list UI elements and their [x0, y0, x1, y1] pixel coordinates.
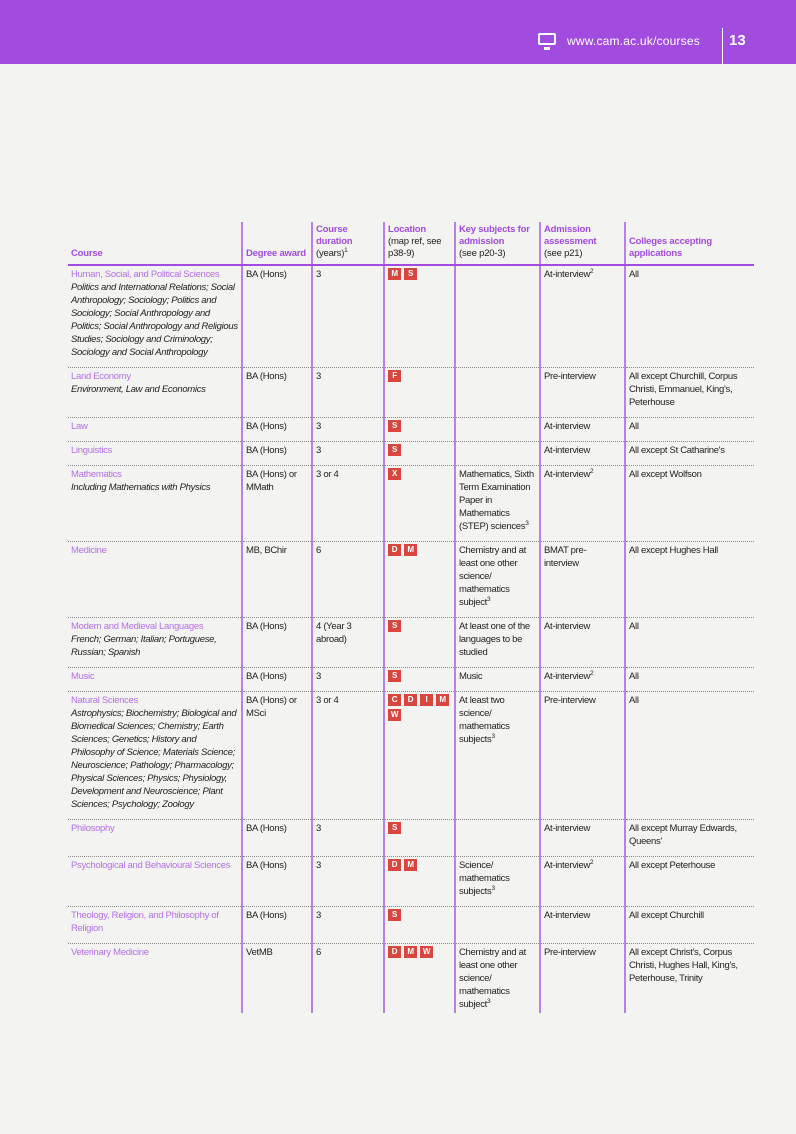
location-cell [384, 542, 455, 618]
colleges-cell: All [625, 692, 754, 820]
location-badge: W [388, 709, 401, 721]
duration-cell: 3 [312, 418, 384, 442]
column-header-location: Location (map ref, see p38-9) [384, 222, 455, 265]
location-badge: C [388, 694, 401, 706]
degree-cell: BA (Hons) or MMath [242, 466, 312, 542]
course-name: Mathematics [71, 469, 122, 480]
colleges-cell: All [625, 418, 754, 442]
courses-table-container [68, 222, 754, 1013]
course-name: Medicine [71, 545, 107, 556]
degree-cell: BA (Hons) or MSci [242, 692, 312, 820]
column-header-course: Course [68, 222, 242, 265]
colleges-cell: All except Churchill, Corpus Christi, Emmanuel, King's, Peterhouse [625, 368, 754, 418]
key-subjects-cell [455, 907, 540, 944]
location-badge: S [388, 670, 401, 682]
table-row [68, 618, 754, 668]
degree-cell: BA (Hons) [242, 442, 312, 466]
table-row [68, 692, 754, 820]
table-row [68, 668, 754, 692]
location-badge: S [388, 620, 401, 632]
location-badge: S [388, 822, 401, 834]
table-row [68, 418, 754, 442]
duration-cell: 3 [312, 907, 384, 944]
location-cell [384, 368, 455, 418]
location-cell [384, 907, 455, 944]
table-row [68, 368, 754, 418]
location-badge: X [388, 468, 401, 480]
course-name: Linguistics [71, 445, 113, 456]
duration-cell: 3 [312, 857, 384, 907]
website-link[interactable]: www.cam.ac.uk/courses [567, 34, 700, 48]
assessment-cell: At-interview$^2$ [540, 668, 625, 692]
location-badge: M [404, 544, 417, 556]
course-cell [68, 442, 242, 466]
colleges-cell: All except Peterhouse [625, 857, 754, 907]
course-cell [68, 668, 242, 692]
colleges-cell: All except Churchill [625, 907, 754, 944]
key-subjects-cell: Science/ mathematics subjects$^3$ [455, 857, 540, 907]
course-subjects-list: Environment, Law and Economics [71, 384, 206, 395]
location-cell [384, 944, 455, 1014]
course-cell [68, 466, 242, 542]
assessment-cell: Pre-interview [540, 692, 625, 820]
table-row [68, 542, 754, 618]
table-row [68, 442, 754, 466]
location-cell [384, 692, 455, 820]
location-badge: M [404, 859, 417, 871]
location-cell [384, 466, 455, 542]
assessment-cell: Pre-interview [540, 368, 625, 418]
course-cell [68, 418, 242, 442]
degree-cell: BA (Hons) [242, 857, 312, 907]
page-number: 13 [729, 32, 746, 49]
course-name: Land Economy [71, 371, 131, 382]
colleges-cell: All [625, 668, 754, 692]
location-badge: M [436, 694, 449, 706]
course-cell [68, 692, 242, 820]
key-subjects-cell [455, 368, 540, 418]
course-cell [68, 618, 242, 668]
course-name: Modern and Medieval Languages [71, 621, 204, 632]
degree-cell: BA (Hons) [242, 907, 312, 944]
duration-cell: 3 [312, 820, 384, 857]
column-header-key-subjects: Key subjects for admission (see p20-3) [455, 222, 540, 265]
colleges-cell: All except St Catharine's [625, 442, 754, 466]
assessment-cell: Pre-interview [540, 944, 625, 1014]
header-divider [722, 28, 723, 64]
duration-cell: 6 [312, 944, 384, 1014]
assessment-cell: At-interview [540, 820, 625, 857]
key-subjects-cell [455, 265, 540, 368]
location-badge: D [388, 859, 401, 871]
duration-cell: 4 (Year 3 abroad) [312, 618, 384, 668]
location-cell [384, 442, 455, 466]
duration-cell: 3 [312, 265, 384, 368]
key-subjects-cell [455, 820, 540, 857]
header-bar [0, 0, 796, 64]
location-badge: D [388, 946, 401, 958]
key-subjects-cell: Chemistry and at least one other science/ mathematics subject$^3$ [455, 944, 540, 1014]
duration-cell: 3 or 4 [312, 466, 384, 542]
course-cell [68, 907, 242, 944]
location-badge: D [404, 694, 417, 706]
course-cell [68, 820, 242, 857]
degree-cell: MB, BChir [242, 542, 312, 618]
colleges-cell: All [625, 618, 754, 668]
location-badge: M [404, 946, 417, 958]
course-name: Philosophy [71, 823, 115, 834]
colleges-cell: All except Christ's, Corpus Christi, Hughes Hall, King's, Peterhouse, Trinity [625, 944, 754, 1014]
column-header-colleges: Colleges accepting applications [625, 222, 754, 265]
location-badge: D [388, 544, 401, 556]
table-row [68, 907, 754, 944]
key-subjects-cell: At least one of the languages to be studied [455, 618, 540, 668]
table-row [68, 466, 754, 542]
location-cell [384, 418, 455, 442]
location-badge: W [420, 946, 433, 958]
degree-cell: BA (Hons) [242, 368, 312, 418]
location-cell [384, 820, 455, 857]
assessment-cell: At-interview$^2$ [540, 466, 625, 542]
course-subjects-list: Politics and International Relations; Social Anthropology; Sociology; Politics and Sociology; Social Anthropology and Politics; Social Anthropology and Religious Studies; Sociology and Criminology; Sociology and Social Anthropology [71, 282, 238, 358]
location-badge: M [388, 268, 401, 280]
column-header-assessment: Admission assessment (see p21) [540, 222, 625, 265]
key-subjects-cell [455, 442, 540, 466]
table-row [68, 944, 754, 1014]
course-subjects-list: French; German; Italian; Portuguese, Russian; Spanish [71, 634, 217, 658]
course-name: Veterinary Medicine [71, 947, 149, 958]
assessment-cell: At-interview$^2$ [540, 857, 625, 907]
degree-cell: BA (Hons) [242, 618, 312, 668]
table-row [68, 265, 754, 368]
location-cell [384, 618, 455, 668]
location-badge: F [388, 370, 401, 382]
course-subjects-list: Astrophysics; Biochemistry; Biological and Biomedical Sciences; Chemistry; Earth Sciences; Genetics; History and Philosophy of Science; Materials Science; Neuroscience; Pathology; Pharmacology; Physical Sciences; Physics; Physiology, Development and Neuroscience; Plant Sciences; Psychology; Zoology [71, 708, 237, 810]
course-cell [68, 265, 242, 368]
colleges-cell: All [625, 265, 754, 368]
table-row [68, 857, 754, 907]
courses-table [68, 222, 754, 1013]
assessment-cell: At-interview [540, 442, 625, 466]
course-name: Human, Social, and Political Sciences [71, 269, 220, 280]
degree-cell: BA (Hons) [242, 418, 312, 442]
colleges-cell: All except Wolfson [625, 466, 754, 542]
key-subjects-cell: Music [455, 668, 540, 692]
duration-cell: 3 [312, 442, 384, 466]
key-subjects-cell: At least two science/ mathematics subjects$^3$ [455, 692, 540, 820]
monitor-icon [538, 33, 556, 45]
assessment-cell: BMAT pre-interview [540, 542, 625, 618]
duration-cell: 3 or 4 [312, 692, 384, 820]
location-badge: S [388, 444, 401, 456]
course-cell [68, 542, 242, 618]
assessment-cell: At-interview$^2$ [540, 265, 625, 368]
course-name: Theology, Religion, and Philosophy of Religion [71, 910, 219, 934]
location-cell [384, 668, 455, 692]
course-subjects-list: Including Mathematics with Physics [71, 482, 211, 493]
course-name: Natural Sciences [71, 695, 139, 706]
course-cell [68, 944, 242, 1014]
location-badge: S [388, 420, 401, 432]
assessment-cell: At-interview [540, 418, 625, 442]
location-cell [384, 265, 455, 368]
column-header-duration: Course duration (years)$^1$ [312, 222, 384, 265]
course-name: Music [71, 671, 95, 682]
duration-cell: 6 [312, 542, 384, 618]
course-name: Psychological and Behavioural Sciences [71, 860, 231, 871]
location-cell [384, 857, 455, 907]
assessment-cell: At-interview [540, 618, 625, 668]
assessment-cell: At-interview [540, 907, 625, 944]
course-name: Law [71, 421, 88, 432]
table-header-row [68, 222, 754, 265]
colleges-cell: All except Murray Edwards, Queens' [625, 820, 754, 857]
column-header-degree: Degree award [242, 222, 312, 265]
colleges-cell: All except Hughes Hall [625, 542, 754, 618]
duration-cell: 3 [312, 368, 384, 418]
degree-cell: BA (Hons) [242, 265, 312, 368]
key-subjects-cell [455, 418, 540, 442]
course-cell [68, 857, 242, 907]
key-subjects-cell: Chemistry and at least one other science/ mathematics subject$^3$ [455, 542, 540, 618]
duration-cell: 3 [312, 668, 384, 692]
degree-cell: VetMB [242, 944, 312, 1014]
location-badge: S [404, 268, 417, 280]
table-row [68, 820, 754, 857]
degree-cell: BA (Hons) [242, 668, 312, 692]
location-badge: I [420, 694, 433, 706]
course-cell [68, 368, 242, 418]
key-subjects-cell: Mathematics, Sixth Term Examination Paper in Mathematics (STEP) sciences$^3$ [455, 466, 540, 542]
location-badge: S [388, 909, 401, 921]
degree-cell: BA (Hons) [242, 820, 312, 857]
